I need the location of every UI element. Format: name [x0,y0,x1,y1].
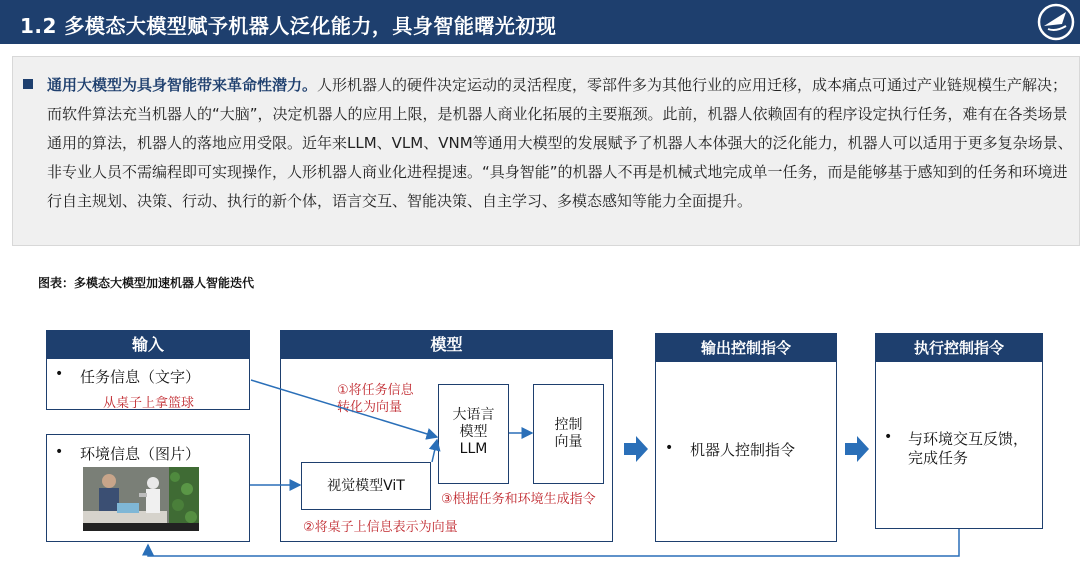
step1-line2: 转化为向量 [337,400,403,415]
control-line2: 向量 [554,434,583,450]
task-info-label: 任务信息（文字） [80,368,201,386]
task-example: 从桌子上拿篮球 [103,396,195,411]
output-header: 输出控制指令 [656,334,836,362]
llm-line2: 模型 [459,424,488,440]
llm-line1: 大语言 [452,407,495,423]
step3-label: ③根据任务和环境生成指令 [441,492,596,507]
vit-to-llm-arrow [432,440,437,462]
output-to-execute-arrow [845,436,869,462]
env-info-label: 环境信息（图片） [80,445,201,463]
step1-line1: ①将任务信息 [337,383,414,398]
bullet-dot: • [55,444,64,460]
model-header: 模型 [281,331,612,359]
input-header: 输入 [47,331,249,359]
figure-caption: 图表：多模态大模型加速机器人智能迭代 [38,276,255,290]
execute-item-line2: 完成任务 [908,449,969,467]
bullet-dot: • [665,440,674,456]
model-to-output-arrow [624,436,648,462]
step2-label: ②将桌子上信息表示为向量 [303,520,458,535]
output-item: 机器人控制指令 [690,441,796,459]
bullet-dot: • [884,429,893,445]
vit-label: 视觉模型ViT [327,478,405,494]
control-line1: 控制 [554,417,583,433]
page-title: 1.2 多模态大模型赋予机器人泛化能力，具身智能曙光初现 [20,14,557,38]
feedback-loop-arrow [148,529,959,556]
bullet-dot: • [55,366,64,382]
execute-item-line1: 与环境交互反馈， [908,430,1029,448]
task-to-llm-arrow [251,380,437,437]
intro-body: 人形机器人的硬件决定运动的灵活程度，零部件多为其他行业的应用迁移，成本痛点可通过产业链规模生产解决；而软件算法充当机器人的“大脑”，决定机器人的应用上限，是机器人商业化拓展的主要瓶颈。此前，机器人依赖固有的程序设定执行任务，难有在各类场景通用的算法，机器人的落地应用受限。近年来LLM、VLM、VNM等通用大模型的发展赋予了机器人本体强大的泛化能力，机器人可以适用于更多复杂场景、非专业人员不需编程即可实现操作，人形机器人商业化进程提速。“具身智能”的机器人不再是机械式地完成单一任务，而是能够基于感知到的任务和环境进行自主规划、决策、行动、执行的新个体，语言交互、智能决策、自主学习、多模态感知等能力全面提升。 [47,76,1073,210]
intro-highlight: 通用大模型为具身智能带来革命性潜力。 [47,76,318,94]
execute-header: 执行控制指令 [876,334,1042,362]
llm-line3: LLM [459,441,488,457]
